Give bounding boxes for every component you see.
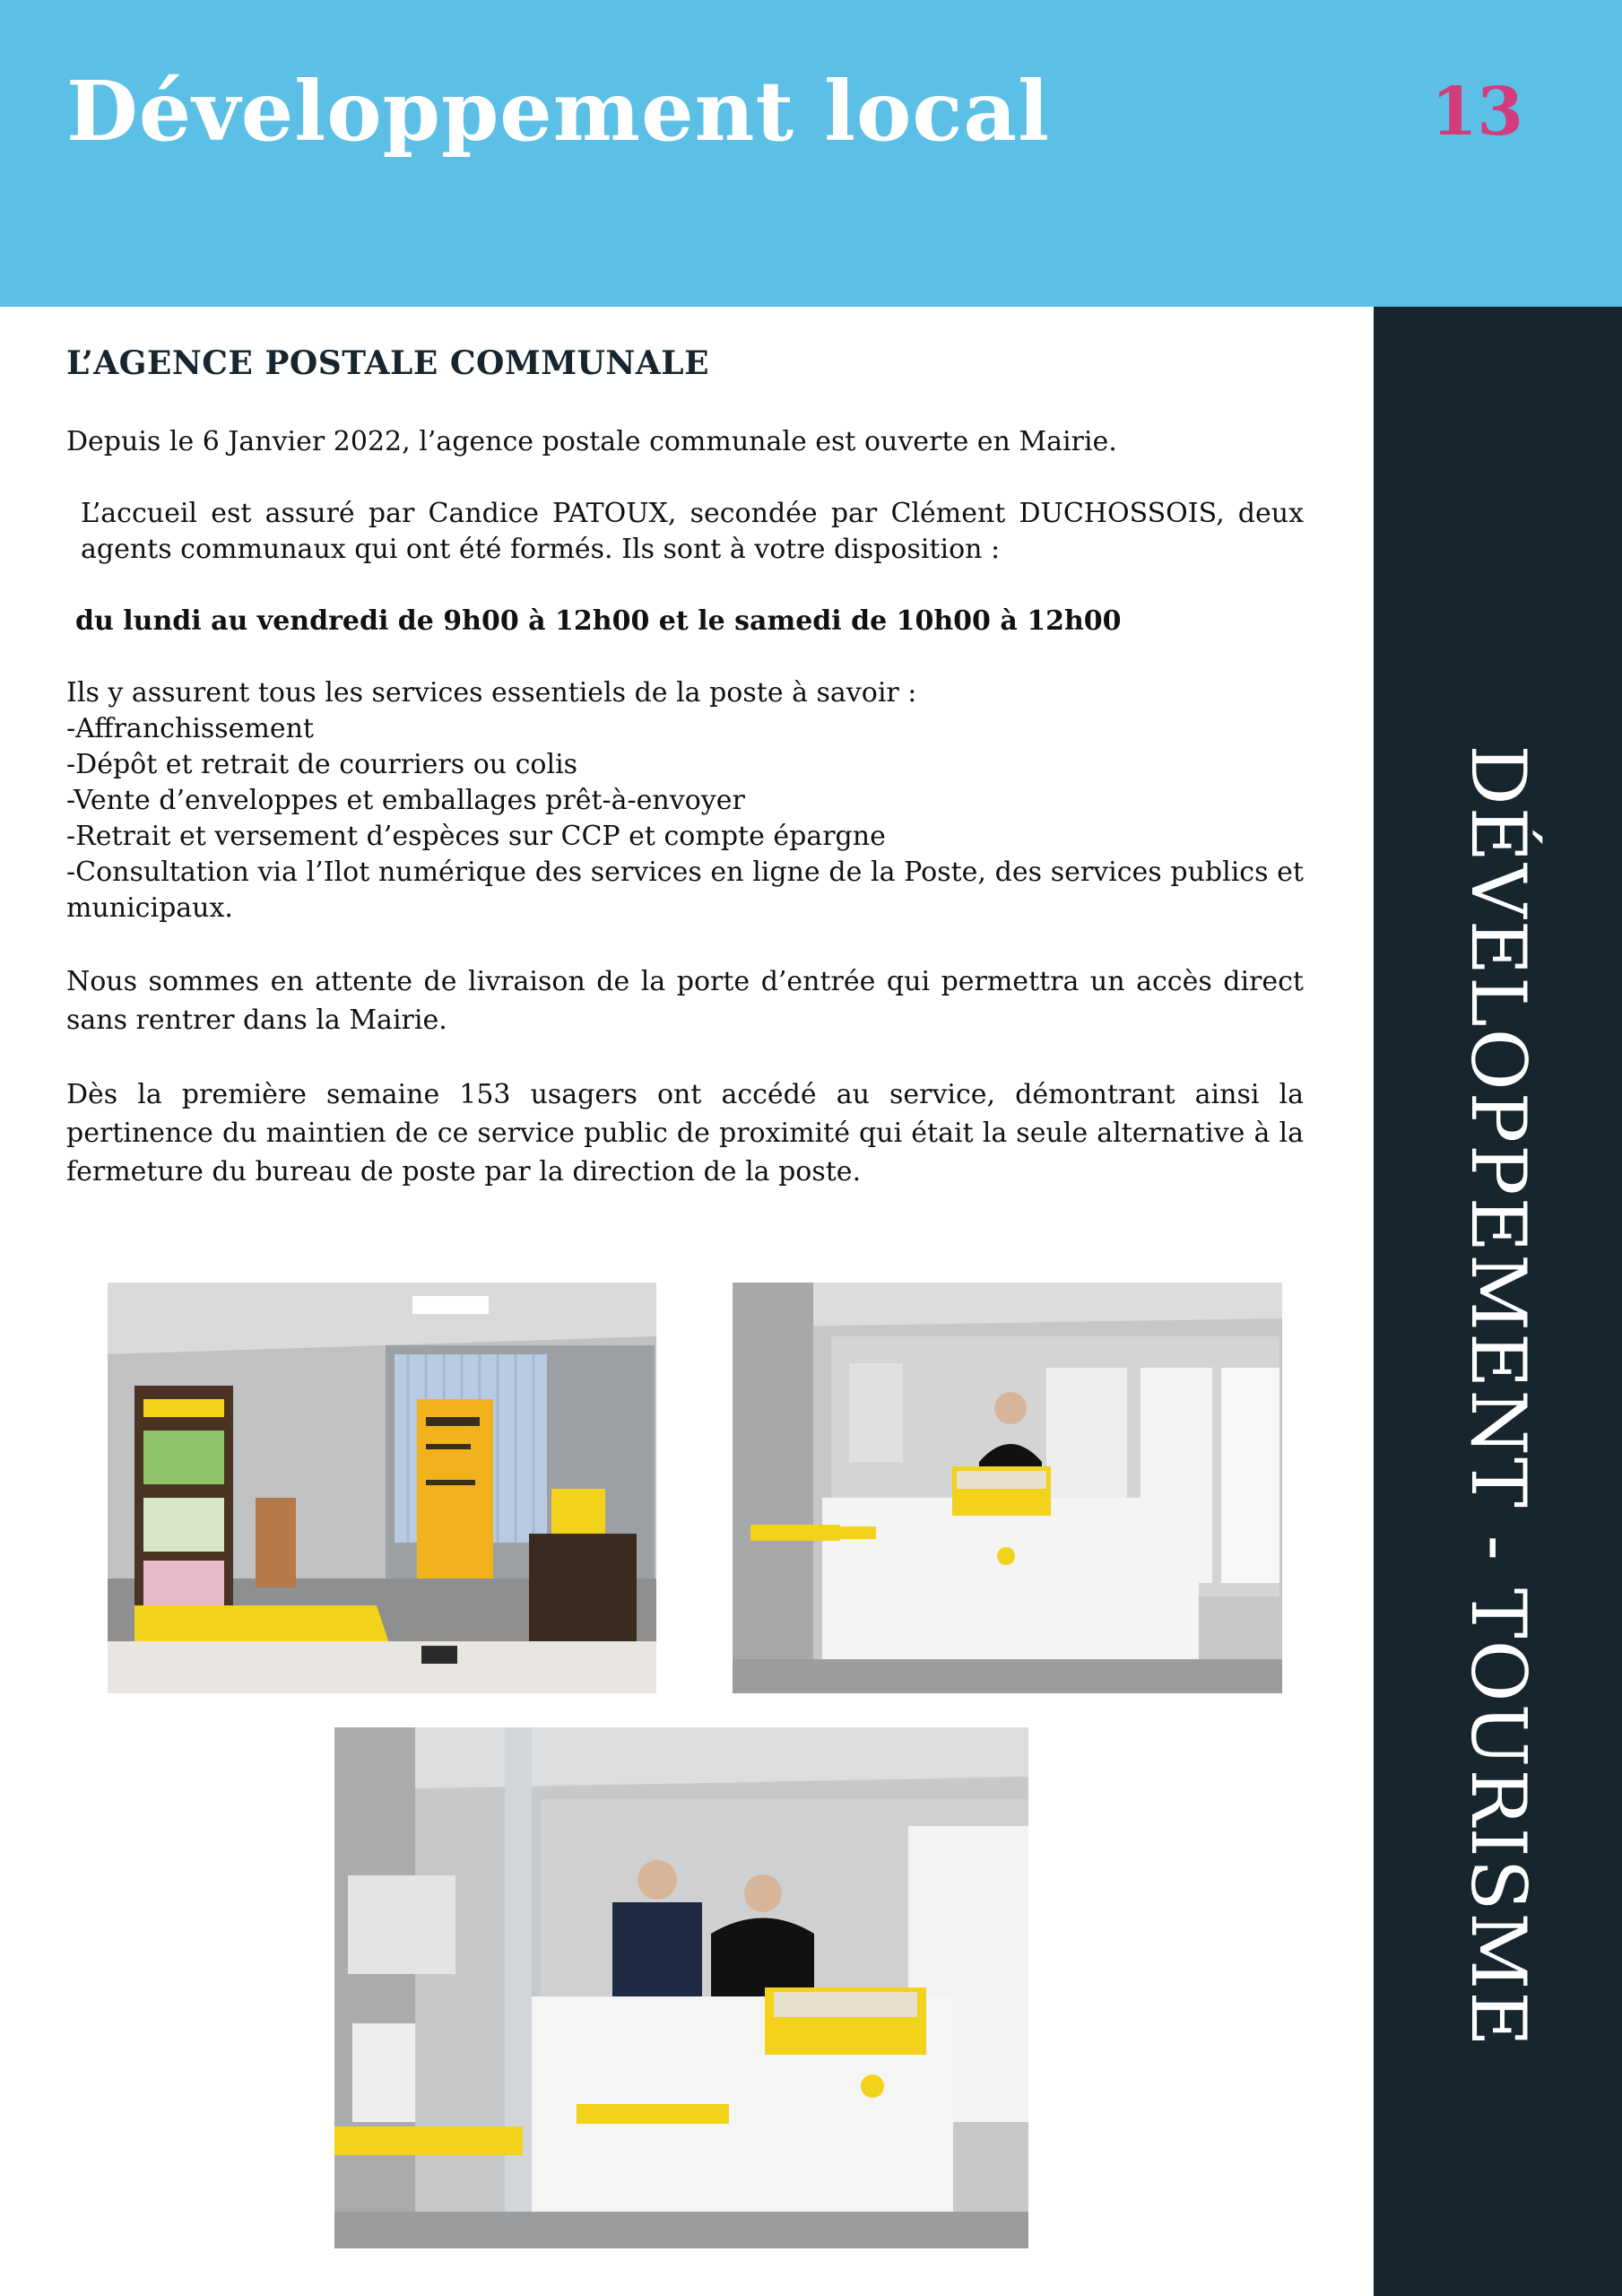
service-item: -Dépôt et retrait de courriers ou colis [66, 749, 578, 780]
section-sidebar [1374, 307, 1622, 2296]
opening-hours: du lundi au vendredi de 9h00 à 12h00 et le samedi de 10h00 à 12h00 [75, 605, 1122, 637]
services-intro: Ils y assurent tous les services essentiels de la poste à savoir : [66, 677, 917, 709]
counter-with-agent-photo [733, 1283, 1282, 1693]
post-office-interior-photo [108, 1283, 656, 1693]
section-label: DÉVELOPPEMENT - TOURISME [1453, 744, 1542, 2048]
article-body [66, 345, 1304, 1191]
door-paragraph: Nous sommes en attente de livraison de la porte d’entrée qui permettra un accès direct sans rentrer dans la Mairie. [66, 966, 1304, 1036]
staff-paragraph: L’accueil est assuré par Candice PATOUX, secondée par Clément DUCHOSSOIS, deux agents communaux qui ont été formés. Ils sont à votre disposition : [81, 498, 1304, 565]
intro-paragraph: Depuis le 6 Janvier 2022, l’agence postale communale est ouverte en Mairie. [66, 426, 1117, 457]
page-header [0, 0, 1622, 307]
service-item: -Consultation via l’Ilot numérique des services en ligne de la Poste, des services publics et municipaux. [66, 857, 1304, 924]
page-number: 13 [1431, 74, 1523, 151]
service-item: -Affranchissement [66, 713, 314, 744]
service-item: -Retrait et versement d’espèces sur CCP et compte épargne [66, 821, 886, 852]
service-item: -Vente d’enveloppes et emballages prêt-à-envoyer [66, 785, 745, 816]
counter-with-two-agents-photo [334, 1727, 1028, 2248]
page-title: Développement local [66, 63, 1050, 160]
stats-paragraph: Dès la première semaine 153 usagers ont accédé au service, démontrant ainsi la pertinence du maintien de ce service public de proximité qui était la seule alternative à la fermeture du bureau de poste par la direction de la poste. [66, 1079, 1304, 1187]
article-heading: L’AGENCE POSTALE COMMUNALE [66, 344, 710, 382]
